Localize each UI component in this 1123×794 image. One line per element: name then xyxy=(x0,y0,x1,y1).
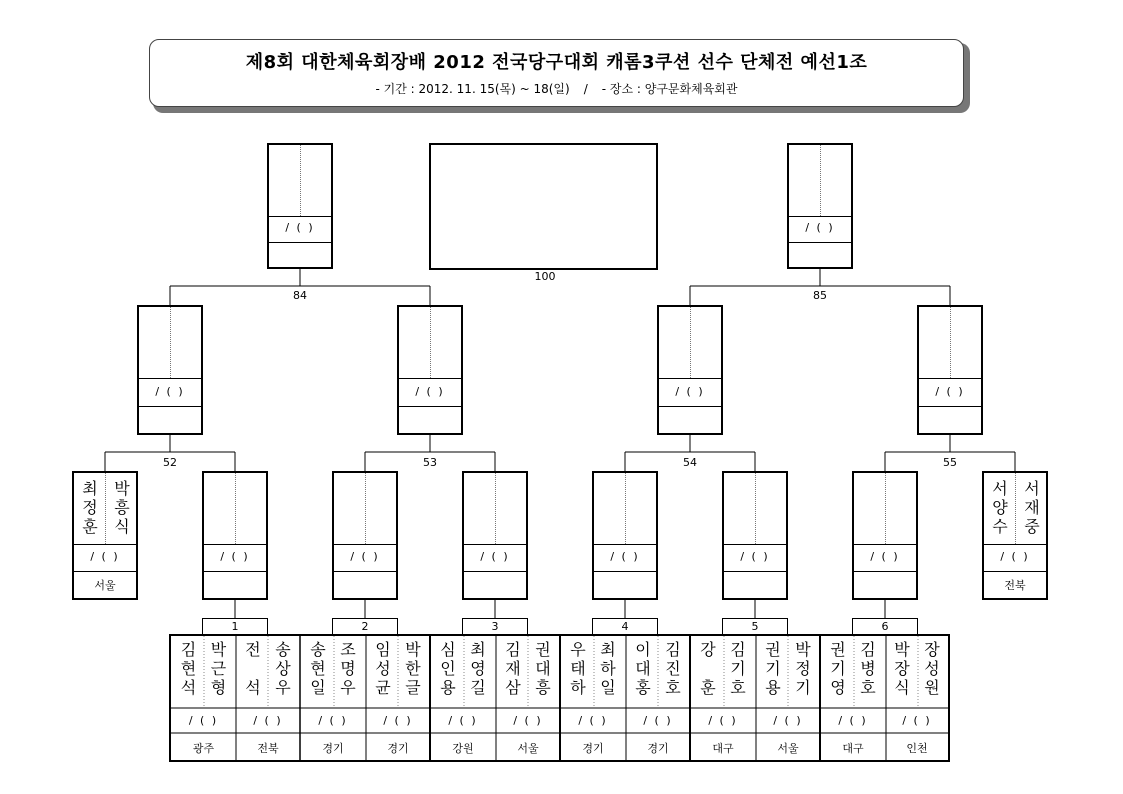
match-number-3: 3 xyxy=(462,618,528,634)
period-text: - 기간 : 2012. 11. 15(목) ~ 18(일) xyxy=(375,82,570,96)
team-region: 광주 xyxy=(192,742,215,755)
team-region: 경기 xyxy=(647,742,669,755)
match-number-4: 4 xyxy=(592,618,658,634)
player-name: 박 한 글 xyxy=(405,640,421,697)
seed-player-name: 최 정 훈 xyxy=(82,479,98,536)
score-slot: / ( ) xyxy=(253,714,283,727)
player-name: 장 성 원 xyxy=(924,640,940,697)
team-region: 서울 xyxy=(517,742,539,755)
score-slot: / ( ) xyxy=(838,714,868,727)
match-label-quarter: 54 xyxy=(683,456,697,469)
match-label-quarter: 53 xyxy=(423,456,437,469)
player-name: 최 하 일 xyxy=(600,640,616,697)
score-slot: / ( ) xyxy=(675,385,705,398)
seed-team-right-box xyxy=(982,471,1048,600)
score-slot: / ( ) xyxy=(773,714,803,727)
score-slot: / ( ) xyxy=(805,221,835,234)
score-slot: / ( ) xyxy=(350,550,380,563)
seed-player-name: 서 양 수 xyxy=(992,479,1008,536)
team-cell xyxy=(430,636,496,760)
player-name: 우 태 하 xyxy=(570,640,586,697)
player-name: 김 진 호 xyxy=(665,640,681,697)
team-cell xyxy=(626,636,690,760)
semi-winner-right-box xyxy=(787,143,853,269)
match-label-quarter: 55 xyxy=(943,456,957,469)
player-name: 권 기 용 xyxy=(765,640,781,697)
team-cell xyxy=(496,636,560,760)
player-name: 송 상 우 xyxy=(275,640,291,697)
player-name: 김 기 호 xyxy=(730,640,746,697)
player-name: 임 성 균 xyxy=(375,640,391,697)
score-slot: / ( ) xyxy=(610,550,640,563)
player-name: 박 근 형 xyxy=(210,640,227,697)
score-slot: / ( ) xyxy=(643,714,673,727)
teams-table xyxy=(169,634,950,762)
seed-player-name: 서 재 중 xyxy=(1024,479,1040,536)
team-cell xyxy=(886,636,948,760)
score-slot: / ( ) xyxy=(448,714,478,727)
score-slot: / ( ) xyxy=(188,714,219,727)
r1-winner-box xyxy=(592,471,658,600)
player-name: 김 현 석 xyxy=(180,640,197,697)
player-name: 박 정 기 xyxy=(795,640,811,697)
team-region: 인천 xyxy=(906,742,928,755)
score-slot: / ( ) xyxy=(902,714,932,727)
team-cell xyxy=(300,636,366,760)
r1-winner-box xyxy=(852,471,918,600)
score-slot: / ( ) xyxy=(90,550,120,563)
player-name: 김 재 삼 xyxy=(505,640,521,697)
match-number-1: 1 xyxy=(202,618,268,634)
match-label-semi-left: 84 xyxy=(293,289,307,302)
score-slot: / ( ) xyxy=(220,550,250,563)
seed-player-name: 박 흥 식 xyxy=(114,479,130,536)
score-slot: / ( ) xyxy=(155,385,185,398)
score-slot: / ( ) xyxy=(318,714,348,727)
team-cell xyxy=(756,636,820,760)
team-region: 경기 xyxy=(387,742,409,755)
quarter-winner-box xyxy=(917,305,983,435)
player-name: 심 인 용 xyxy=(440,640,456,697)
score-slot: / ( ) xyxy=(383,714,413,727)
seed-team-left-box xyxy=(72,471,138,600)
semi-winner-left-box xyxy=(267,143,333,269)
score-slot: / ( ) xyxy=(870,550,900,563)
score-slot: / ( ) xyxy=(708,714,738,727)
score-slot: / ( ) xyxy=(415,385,445,398)
player-name: 이 대 홍 xyxy=(635,640,651,697)
match-number-6: 6 xyxy=(852,618,918,634)
match-number-5: 5 xyxy=(722,618,788,634)
subtitle-separator: / xyxy=(583,82,588,96)
team-cell xyxy=(820,636,886,760)
r1-winner-box xyxy=(462,471,528,600)
team-cell xyxy=(560,636,626,760)
score-slot: / ( ) xyxy=(480,550,510,563)
score-slot: / ( ) xyxy=(513,714,543,727)
team-cell xyxy=(171,636,236,760)
match-label-final: 100 xyxy=(534,270,556,283)
r1-winner-box xyxy=(202,471,268,600)
page-title: 제8회 대한체육회장배 2012 전국당구대회 캐롬3쿠션 선수 단체전 예선1조 xyxy=(245,52,868,73)
r1-winner-box xyxy=(332,471,398,600)
team-region: 경기 xyxy=(582,742,604,755)
final-box xyxy=(429,143,658,270)
player-name: 조 명 우 xyxy=(340,640,356,697)
team-region: 전북 xyxy=(257,742,279,755)
match-label-semi-right: 85 xyxy=(813,289,827,302)
player-name: 김 병 호 xyxy=(860,640,876,697)
quarter-winner-box xyxy=(397,305,463,435)
score-slot: / ( ) xyxy=(285,221,315,234)
player-name: 박 장 식 xyxy=(894,640,910,697)
score-slot: / ( ) xyxy=(740,550,770,563)
quarter-winner-box xyxy=(137,305,203,435)
player-name: 최 영 길 xyxy=(470,640,486,697)
seed-region: 서울 xyxy=(94,579,116,592)
player-name: 송 현 일 xyxy=(310,640,326,697)
quarter-winner-box xyxy=(657,305,723,435)
player-name: 권 대 흥 xyxy=(535,640,551,697)
team-cell xyxy=(690,636,756,760)
team-region: 대구 xyxy=(712,742,734,755)
team-region: 서울 xyxy=(777,742,799,755)
team-region: 경기 xyxy=(322,742,344,755)
player-name: 권 기 영 xyxy=(830,640,846,697)
match-label-quarter: 52 xyxy=(163,456,177,469)
score-slot: / ( ) xyxy=(1000,550,1030,563)
player-name: 전 석 xyxy=(245,640,261,697)
r1-winner-box xyxy=(722,471,788,600)
match-number-2: 2 xyxy=(332,618,398,634)
team-cell xyxy=(366,636,430,760)
team-region: 강원 xyxy=(452,742,474,755)
team-cell xyxy=(236,636,300,760)
score-slot: / ( ) xyxy=(578,714,608,727)
seed-region: 전북 xyxy=(1004,579,1026,592)
player-name: 강 훈 xyxy=(700,640,716,697)
team-region: 대구 xyxy=(842,742,864,755)
score-slot: / ( ) xyxy=(935,385,965,398)
venue-text: - 장소 : 양구문화체육회관 xyxy=(601,82,738,96)
